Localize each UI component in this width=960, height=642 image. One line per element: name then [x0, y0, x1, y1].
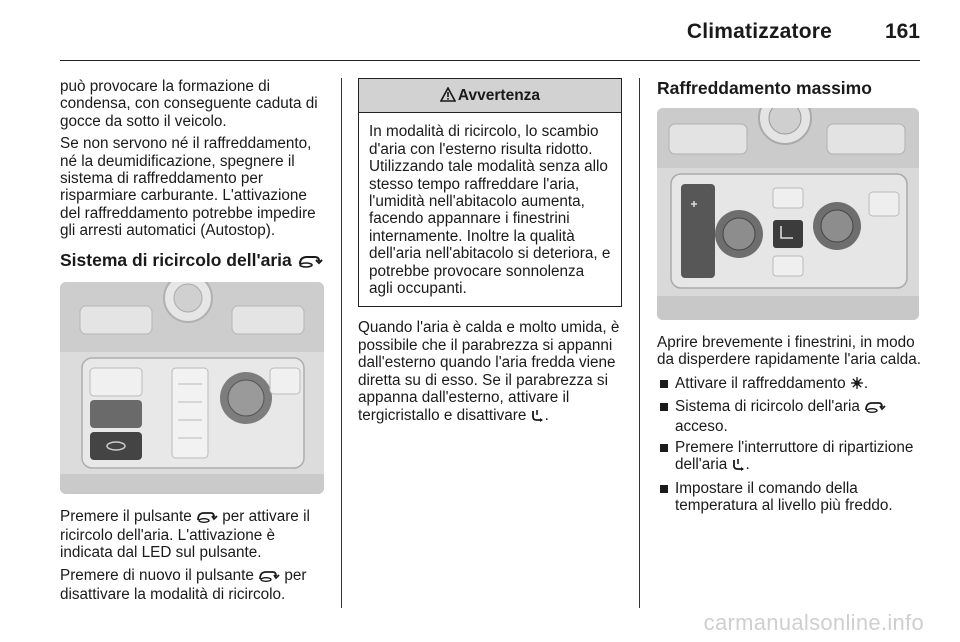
- text-run: .: [863, 374, 869, 392]
- page-header: [60, 0, 920, 61]
- text-run: per attivare il ricircolo dell'aria. L'attivazione è indicata dal LED sul pulsante.: [60, 507, 310, 562]
- column-divider: [341, 78, 342, 608]
- bullet-square: [660, 444, 668, 452]
- text-run: per disattivare la modalità di ricircolo.: [60, 566, 307, 604]
- text-run: Premere di nuovo il pulsante: [60, 566, 254, 584]
- heading-text: Sistema di ricircolo dell'aria: [60, 249, 292, 270]
- warning-header: [359, 79, 621, 113]
- bullet-square: [660, 380, 668, 388]
- control-panel-photo-max-cooling: [657, 108, 919, 320]
- recirculation-icon: [297, 252, 323, 272]
- list-item: [657, 480, 923, 515]
- text-run: Premere il pulsante: [60, 507, 192, 525]
- text-run: Impostare il comando della temperatura al livello più freddo.: [675, 479, 893, 515]
- section-heading: [60, 250, 326, 272]
- text-run: Sistema di ricircolo dell'aria: [675, 398, 860, 416]
- text-run: Attivare il raffreddamento: [675, 374, 846, 392]
- watermark: carmanualsonline.info: [703, 610, 924, 635]
- column-middle: [358, 78, 622, 431]
- bullet-list: [657, 375, 923, 515]
- page-number: 161: [884, 20, 920, 43]
- warning-triangle-icon: [440, 87, 456, 106]
- recirculation-icon: [864, 400, 886, 417]
- list-item: [657, 375, 923, 394]
- warning-box: [358, 78, 622, 307]
- paragraph: Se non servono né il raffreddamento, né la deumidificazione, spegnere il sistema di raffreddamento per risparmiare carburante. L'attivazione del raffreddamento potrebbe impedire gli arresti automatici (Autostop).: [60, 135, 316, 240]
- list-item: [657, 398, 923, 435]
- bullet-square: [660, 403, 668, 411]
- text-run: acceso.: [675, 417, 728, 435]
- column-right: [657, 78, 923, 519]
- section-title: Climatizzatore: [686, 20, 832, 43]
- paragraph: può provocare la formazione di condensa, con conseguente caduta di gocce da sotto il veicolo.: [60, 78, 318, 130]
- air-distribution-icon: [531, 409, 545, 426]
- recirculation-icon: [196, 510, 218, 527]
- warning-text: In modalità di ricircolo, lo scambio d'aria con l'esterno risulta ridotto. Utilizzando tale modalità senza allo stesso tempo raffreddare l'aria, l'umidità nell'abitacolo aumenta, facendo appannare i finestrini internamente. Inoltre la qualità dell'aria nell'abitacolo si deteriora, e potrebbe provocare sonnolenza agli occupanti.: [369, 123, 611, 298]
- text-run: Premere l'interruttore di ripartizione dell'aria: [675, 439, 914, 474]
- text-run: .: [745, 456, 750, 474]
- column-divider: [639, 78, 640, 608]
- paragraph: [60, 508, 326, 562]
- recirculation-icon: [258, 569, 280, 586]
- paragraph: [358, 319, 622, 425]
- text-run: Quando l'aria è calda e molto umida, è possibile che il parabrezza si appanni dall'esterno quando l'aria fredda viene diretta su di esso. Se il parabrezza si appanna dall'esterno, attivare il tergicristallo e disattivare: [358, 319, 620, 424]
- list-item: [657, 439, 923, 476]
- section-heading: Raffreddamento massimo: [657, 78, 872, 98]
- paragraph: [60, 567, 326, 604]
- column-left: [60, 78, 326, 609]
- warning-title: Avvertenza: [457, 87, 541, 104]
- snowflake-icon: [850, 376, 864, 394]
- paragraph: Aprire brevemente i finestrini, in modo da disperdere rapidamente l'aria calda.: [657, 334, 921, 369]
- text-run: .: [544, 406, 549, 424]
- bullet-square: [660, 485, 668, 493]
- control-panel-photo-recirculation: [60, 282, 324, 494]
- air-distribution-icon: [732, 458, 746, 475]
